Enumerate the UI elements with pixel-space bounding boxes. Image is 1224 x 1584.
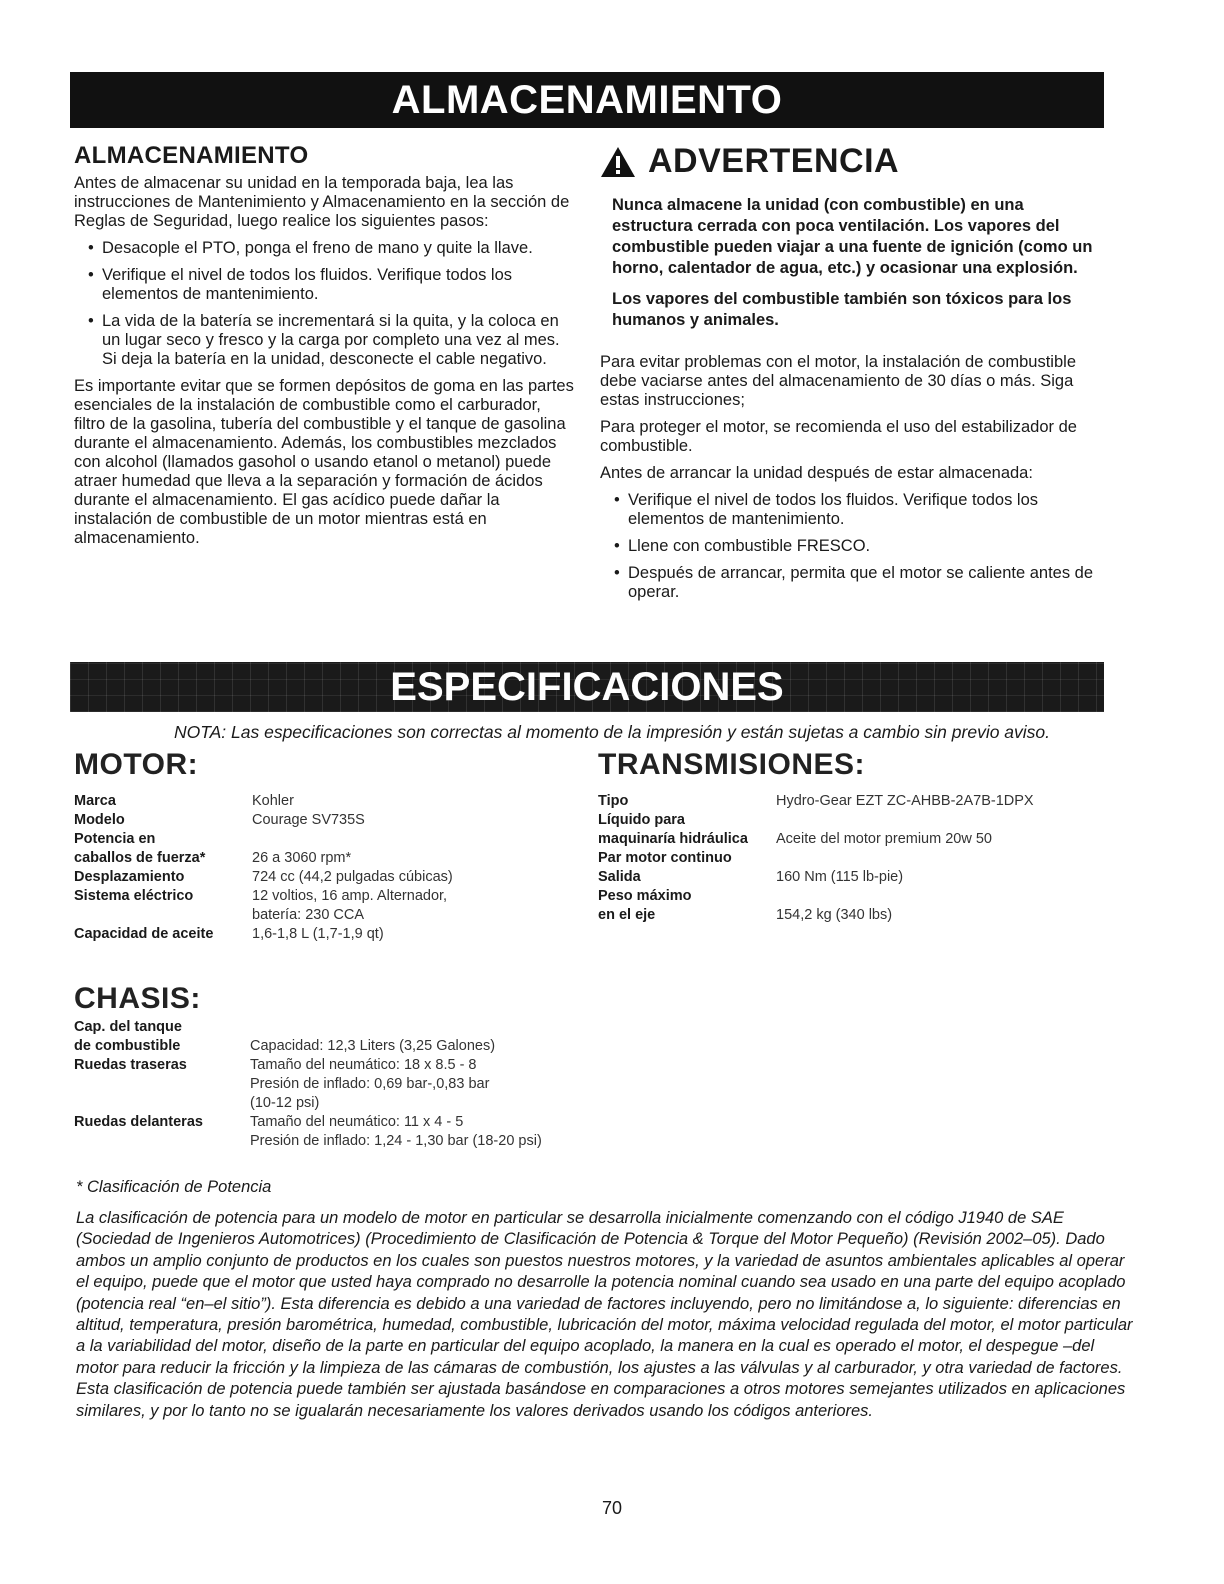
table-row: [74, 811, 453, 830]
spec-label: Par motor continuo: [598, 850, 732, 866]
table-row: [74, 792, 453, 811]
spec-label: caballos de fuerza*: [74, 850, 206, 866]
spec-label: Cap. del tanque: [74, 1019, 182, 1035]
spec-label: Capacidad de aceite: [74, 926, 214, 942]
table-row: [598, 811, 1034, 830]
motor-spec-table: [74, 792, 453, 944]
spec-value: [776, 811, 1034, 830]
spec-value: 724 cc (44,2 pulgadas cúbicas): [252, 869, 453, 885]
spec-label: [74, 1132, 250, 1151]
spec-value: [776, 887, 1034, 906]
table-row: [74, 849, 453, 868]
table-row: [598, 906, 1034, 925]
spec-value: Tamaño del neumático: 11 x 4 - 5: [250, 1114, 464, 1130]
spec-label: [74, 1075, 250, 1094]
footnote-label: * Clasificación de Potencia: [76, 1178, 272, 1196]
spec-label: Peso máximo: [598, 888, 692, 904]
table-row: [598, 849, 1034, 868]
spec-label: maquinaría hidráulica: [598, 831, 748, 847]
table-row: [74, 1056, 542, 1075]
spec-value: batería: 230 CCA: [252, 907, 365, 923]
table-row: [74, 1132, 542, 1151]
table-row: [598, 868, 1034, 887]
spec-label: Modelo: [74, 812, 125, 828]
spec-value: Courage SV735S: [252, 812, 365, 828]
spec-value: 1,6-1,8 L (1,7-1,9 qt): [252, 926, 384, 942]
warning-title: [600, 142, 1100, 181]
warning-column: [600, 142, 1100, 610]
table-row: [598, 887, 1034, 906]
table-row: [74, 887, 453, 906]
warning-text-2: Los vapores del combustible también son tóxicos para los humanos y animales.: [612, 290, 1072, 329]
spec-label: [74, 906, 252, 925]
table-row: [74, 906, 453, 925]
table-row: [74, 868, 453, 887]
spec-value: 26 a 3060 rpm*: [252, 850, 352, 866]
storage-body: Es importante evitar que se formen depósitos de goma en las partes esenciales de la instalación de combustible como el carburador, filtro de la gasolina, tubería del combustible y el tanque de gasolina durante el almacenamiento. Además, los combustibles mezclados con alcohol (llamados gasohol o usando etanol o metanol) puede atraer humedad que lleva a la separación y formación de ácidos durante el almacenamiento. El gas acídico puede dañar la instalación de combustible de un motor mientras está en almacenamiento.: [74, 377, 574, 547]
spec-label: Ruedas traseras: [74, 1057, 187, 1073]
storage-heading: ALMACENAMIENTO: [74, 142, 309, 169]
table-row: [74, 1094, 542, 1113]
list-item: • La vida de la batería se incrementará si la quita, y la coloca en un lugar seco y fresco y la carga por completo una vez al mes. Si deja la batería en la unidad, desconecte el cable negativo.: [102, 312, 574, 369]
list-item: • Después de arrancar, permita que el motor se caliente antes de operar.: [628, 564, 1100, 602]
table-row: [74, 1113, 542, 1132]
spec-label: [74, 1094, 250, 1113]
spec-value: 154,2 kg (340 lbs): [776, 907, 893, 923]
stabilizer-note: Para proteger el motor, se recomienda el uso del estabilizador de combustible.: [600, 418, 1077, 455]
list-item: • Verifique el nivel de todos los fluidos. Verifique todos los elementos de mantenimiento.: [628, 491, 1100, 529]
list-item: • Llene con combustible FRESCO.: [628, 537, 1100, 556]
table-row: [74, 1018, 542, 1037]
spec-value: 160 Nm (115 lb-pie): [776, 869, 904, 885]
spec-label: Potencia en: [74, 831, 156, 847]
drain-instructions: Para evitar problemas con el motor, la instalación de combustible debe vaciarse antes del almacenamiento de 30 días o más. Siga estas instrucciones;: [600, 353, 1076, 409]
section-banner-specifications: ESPECIFICACIONES: [70, 662, 1104, 712]
spec-label: Marca: [74, 793, 116, 809]
warning-triangle-icon: [600, 146, 636, 178]
restart-intro: Antes de arrancar la unidad después de estar almacenada:: [600, 464, 1033, 482]
transmission-heading: TRANSMISIONES:: [598, 748, 866, 781]
table-row: [74, 1075, 542, 1094]
spec-value: Hydro-Gear EZT ZC-AHBB-2A7B-1DPX: [776, 793, 1034, 809]
spec-label: Líquido para: [598, 812, 685, 828]
spec-label: Salida: [598, 869, 641, 885]
spec-value: (10-12 psi): [250, 1095, 320, 1111]
spec-label: de combustible: [74, 1038, 181, 1054]
storage-intro: Antes de almacenar su unidad en la temporada baja, lea las instrucciones de Mantenimiento y Almacenamiento en la sección de Reglas de Seguridad, luego realice los siguientes pasos:: [74, 174, 570, 230]
spec-value: Presión de inflado: 0,69 bar-,0,83 bar: [250, 1076, 490, 1092]
list-item: • Verifique el nivel de todos los fluidos. Verifique todos los elementos de mantenimiento.: [102, 266, 574, 304]
table-row: [74, 830, 453, 849]
spec-value: Kohler: [252, 793, 294, 809]
spec-value: [776, 849, 1034, 868]
power-rating-footnote: La clasificación de potencia para un modelo de motor en particular se desarrolla inicialmente comenzando con el código J1940 de SAE (Sociedad de Ingenieros Automotrices) (Procedimiento de Clasificación de Potencia & Torque del Motor Pequeño) (Revisión 2002–05). Dado ambos un amplio conjunto de productos en los cuales son puestos nuestros motores, y la variedad de asuntos ambientales aplicables al operar el equipo, puede que el motor que usted haya comprado no desarrolle la potencia nominal cuando sea usado en una parte del equipo acoplado (potencia real “en–el sitio”). Esta diferencia es debido a una variedad de factores incluyendo, pero no limitándose a, lo siguiente: diferencias en altitud, temperatura, presión barométrica, humedad, combustible, lubricación del motor, máxima velocidad regulada del motor, el motor particular a la variabilidad del motor, diseño de la parte en particular del equipo acoplado, la manera en la cual es operado el motor, el despegue –del motor para reducir la fricción y la limpieza de las cámaras de combustión, los ajustes a las válvulas y al carburador, y otra variedad de factores. Esta clasificación de potencia puede también ser ajustada basándose en comparaciones a otros motores semejantes utilizados en aplicaciones similares, y por lo tanto no se igualarán necesariamente los valores derivados usando los códigos anteriores.: [76, 1209, 1133, 1420]
spec-value: [252, 830, 453, 849]
spec-value: Tamaño del neumático: 18 x 8.5 - 8: [250, 1057, 477, 1073]
warning-text-1: Nunca almacene la unidad (con combustible) en una estructura cerrada con poca ventilación. Los vapores del combustible pueden viajar a una fuente de ignición (como un horno, calentador de agua, etc.) y ocasionar una explosión.: [612, 196, 1093, 277]
spec-label: Ruedas delanteras: [74, 1114, 203, 1130]
table-row: [74, 925, 453, 944]
page-number: 70: [601, 1498, 623, 1518]
transmission-spec-table: [598, 792, 1034, 925]
specifications-note: NOTA: Las especificaciones son correctas al momento de la impresión y están sujetas a cambio sin previo aviso.: [173, 722, 1051, 742]
spec-label: Tipo: [598, 793, 629, 809]
table-row: [598, 792, 1034, 811]
restart-bullet-list: [600, 491, 1100, 602]
storage-column: [74, 142, 574, 556]
spec-value: [250, 1018, 542, 1037]
table-row: [74, 1037, 542, 1056]
spec-value: Aceite del motor premium 20w 50: [776, 831, 992, 847]
spec-label: Sistema eléctrico: [74, 888, 194, 904]
chassis-spec-table: [74, 1018, 542, 1151]
chassis-heading: CHASIS:: [74, 982, 201, 1015]
list-item: • Desacople el PTO, ponga el freno de mano y quite la llave.: [102, 239, 574, 258]
storage-bullet-list: [74, 239, 574, 369]
spec-label: Desplazamiento: [74, 869, 185, 885]
table-row: [598, 830, 1034, 849]
motor-heading: MOTOR:: [74, 748, 199, 781]
spec-value: Capacidad: 12,3 Liters (3,25 Galones): [250, 1038, 496, 1054]
spec-value: Presión de inflado: 1,24 - 1,30 bar (18-20 psi): [250, 1133, 542, 1149]
section-banner-storage: ALMACENAMIENTO: [70, 72, 1104, 128]
spec-label: en el eje: [598, 907, 656, 923]
warning-heading: ADVERTENCIA: [648, 142, 900, 180]
spec-value: 12 voltios, 16 amp. Alternador,: [252, 888, 448, 904]
